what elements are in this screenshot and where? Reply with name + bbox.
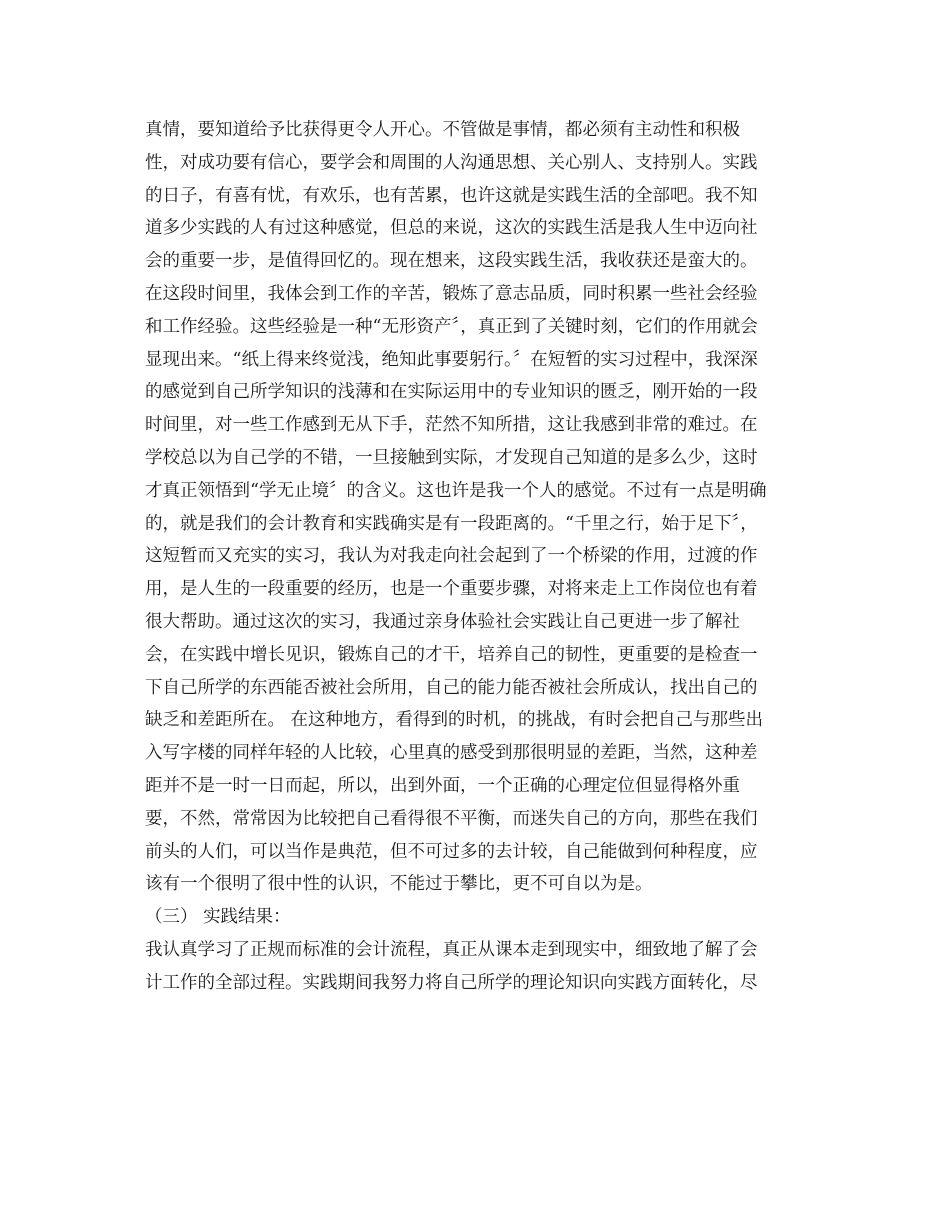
text-line: 缺乏和差距所在。 在这种地方，看得到的时机，的挑战，有时会把自己与那些出 <box>145 710 764 731</box>
text-line: 真情，要知道给予比获得更令人开心。不管做是事情，都必须有主动性和积极 <box>145 120 740 140</box>
text-line: 要，不然，常常因为比较把自己看得很不平衡，而迷失自己的方向，那些在我们 <box>145 808 758 829</box>
body-text <box>145 114 825 1000</box>
text-line: 道多少实践的人有过这种感觉，但总的来说，这次的实践生活是我人生中迈向社 <box>145 218 758 239</box>
text-line: 的，就是我们的会计教育和实践确实是有一段距离的。“千里之行，始于足下〞， <box>145 513 758 534</box>
text-line: 的日子，有喜有忧，有欢乐，也有苦累，也许这就是实践生活的全部吧。我不知 <box>145 185 758 206</box>
text-line: 的感觉到自己所学知识的浅薄和在实际运用中的专业知识的匮乏，刚开始的一段 <box>145 382 758 403</box>
text-line: 会的重要一步，是值得回忆的。现在想来，这段实践生活，我收获还是蛮大的。 <box>145 251 758 272</box>
text-line: 下自己所学的东西能否被社会所用，自己的能力能否被社会所成认，找出自己的 <box>145 677 758 698</box>
text-line: 该有一个很明了很中性的认识，不能过于攀比，更不可自以为是。 <box>145 874 653 895</box>
text-line: 这短暂而又充实的实习，我认为对我走向社会起到了一个桥梁的作用，过渡的作 <box>145 546 758 567</box>
text-line: 才真正领悟到“学无止境〞的含义。这也许是我一个人的感觉。不过有一点是明确 <box>145 480 767 501</box>
text-line: 时间里，对一些工作感到无从下手，茫然不知所措，这让我感到非常的难过。在 <box>145 415 758 436</box>
text-line: 和工作经验。这些经验是一种“无形资产〞，真正到了关键时刻，它们的作用就会 <box>145 316 758 337</box>
text-line: 显现出来。“纸上得来终觉浅，绝知此事要躬行。〞在短暂的实习过程中，我深深 <box>145 349 758 370</box>
text-line: 计工作的全部过程。实践期间我努力将自己所学的理论知识向实践方面转化，尽 <box>145 972 758 993</box>
section-heading: （三） 实践结果： <box>145 907 291 928</box>
text-line: 距并不是一时一日而起，所以，出到外面，一个正确的心理定位但显得格外重 <box>145 775 740 796</box>
text-line: 前头的人们，可以当作是典范，但不可过多的去计较，自己能做到何种程度，应 <box>145 841 758 862</box>
text-line: 会，在实践中增长见识，锻炼自己的才干，培养自己的韧性，更重要的是检查一 <box>145 644 758 665</box>
text-line: 我认真学习了正规而标准的会计流程，真正从课本走到现实中，细致地了解了会 <box>145 939 758 960</box>
text-line: 性，对成功要有信心，要学会和周围的人沟通思想、关心别人、支持别人。实践 <box>145 152 758 173</box>
text-line: 很大帮助。通过这次的实习，我通过亲身体验社会实践让自己更进一步了解社 <box>145 611 740 632</box>
text-line: 在这段时间里，我体会到工作的辛苦，锻炼了意志品质，同时积累一些社会经验 <box>145 283 758 304</box>
text-line: 用，是人生的一段重要的经历，也是一个重要步骤，对将来走上工作岗位也有着 <box>145 579 758 600</box>
text-line: 入写字楼的同样年轻的人比较，心里真的感受到那很明显的差距，当然，这种差 <box>145 743 758 764</box>
text-line: 学校总以为自己学的不错，一旦接触到实际，才发现自己知道的是多么少，这时 <box>145 447 758 468</box>
